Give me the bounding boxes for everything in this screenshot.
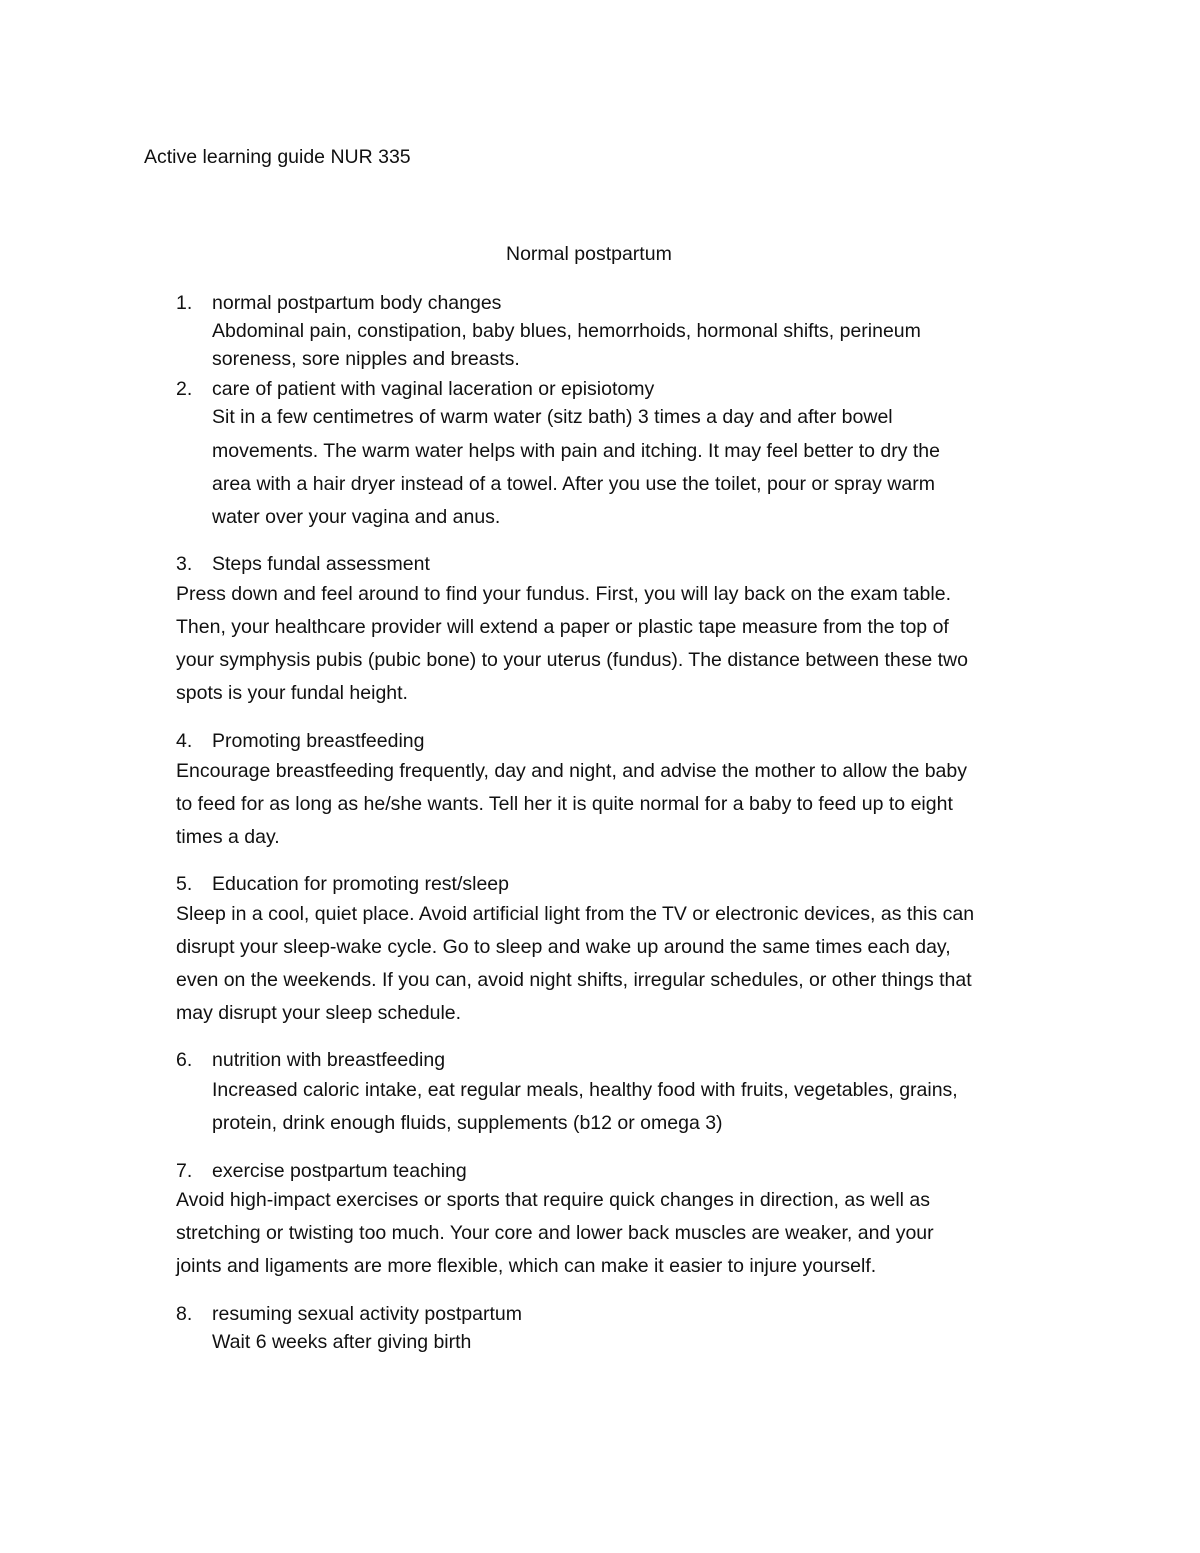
item-body-line: Encourage breastfeeding frequently, day and night, and advise the mother to allow the baby <box>176 760 967 782</box>
item-body-line: protein, drink enough fluids, supplements (b12 or omega 3) <box>212 1112 723 1134</box>
item-body-line: Increased caloric intake, eat regular meals, healthy food with fruits, vegetables, grains, <box>212 1079 958 1101</box>
item-body-line: spots is your fundal height. <box>176 682 408 704</box>
item-body-line: Sit in a few centimetres of warm water (sitz bath) 3 times a day and after bowel <box>212 406 893 428</box>
item-heading: exercise postpartum teaching <box>212 1160 467 1182</box>
item-body-line: Avoid high-impact exercises or sports that require quick changes in direction, as well as <box>176 1189 931 1211</box>
item-body-line: even on the weekends. If you can, avoid night shifts, irregular schedules, or other things that <box>176 969 972 991</box>
item-number: 8. <box>176 1303 193 1325</box>
item-body-line: to feed for as long as he/she wants. Tell her it is quite normal for a baby to feed up to eight <box>176 793 953 815</box>
item-heading: Steps fundal assessment <box>212 553 430 575</box>
item-heading: Education for promoting rest/sleep <box>212 873 509 895</box>
item-number: 7. <box>176 1160 193 1182</box>
item-body-line: joints and ligaments are more flexible, which can make it easier to injure yourself. <box>176 1255 877 1277</box>
section-heading: Normal postpartum <box>506 243 672 265</box>
item-body-line: Sleep in a cool, quiet place. Avoid artificial light from the TV or electronic devices, as this can <box>176 903 975 925</box>
item-body-line: Then, your healthcare provider will extend a paper or plastic tape measure from the top of <box>176 616 949 638</box>
item-body-line: Press down and feel around to find your fundus. First, you will lay back on the exam table. <box>176 583 952 605</box>
item-number: 1. <box>176 292 193 314</box>
item-body-line: times a day. <box>176 826 280 848</box>
item-body-line: movements. The warm water helps with pain and itching. It may feel better to dry the <box>212 440 940 462</box>
item-heading: normal postpartum body changes <box>212 292 502 314</box>
item-number: 2. <box>176 378 193 400</box>
item-heading: resuming sexual activity postpartum <box>212 1303 522 1325</box>
item-heading: nutrition with breastfeeding <box>212 1049 446 1071</box>
item-body-line: soreness, sore nipples and breasts. <box>212 348 520 370</box>
item-number: 3. <box>176 553 193 575</box>
item-heading: Promoting breastfeeding <box>212 730 425 752</box>
item-body-line: disrupt your sleep-wake cycle. Go to sleep and wake up around the same times each day, <box>176 936 951 958</box>
item-body-line: stretching or twisting too much. Your core and lower back muscles are weaker, and your <box>176 1222 934 1244</box>
doc-title: Active learning guide NUR 335 <box>144 146 411 168</box>
item-body-line: may disrupt your sleep schedule. <box>176 1002 462 1024</box>
item-body-line: area with a hair dryer instead of a towel. After you use the toilet, pour or spray warm <box>212 473 935 495</box>
item-body-line: water over your vagina and anus. <box>212 506 501 528</box>
item-body-line: Wait 6 weeks after giving birth <box>212 1331 472 1353</box>
item-number: 4. <box>176 730 193 752</box>
item-heading: care of patient with vaginal laceration or episiotomy <box>212 378 655 400</box>
item-body-line: Abdominal pain, constipation, baby blues, hemorrhoids, hormonal shifts, perineum <box>212 320 921 342</box>
item-number: 5. <box>176 873 193 895</box>
item-body-line: your symphysis pubis (pubic bone) to your uterus (fundus). The distance between these two <box>176 649 968 671</box>
item-number: 6. <box>176 1049 193 1071</box>
